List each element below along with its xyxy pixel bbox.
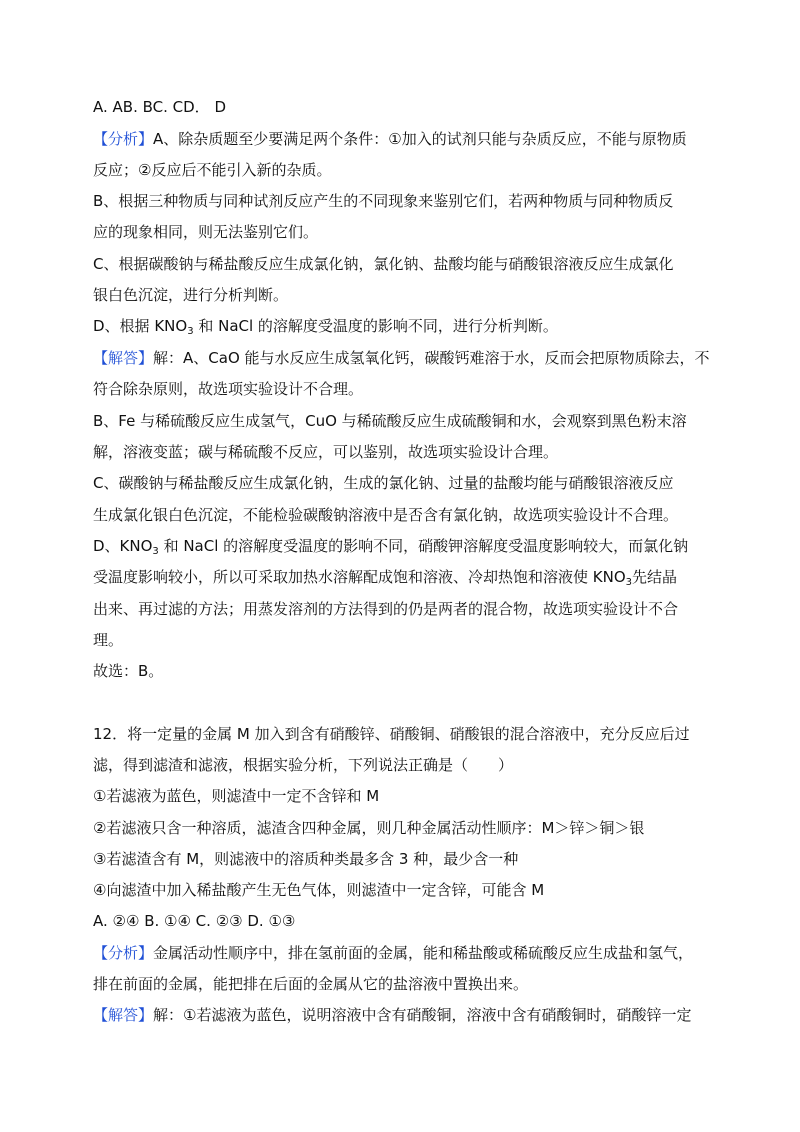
q12-analysis-line-2: 排在前面的金属，能把排在后面的金属从它的盐溶液中置换出来。 [93,975,529,993]
answer-tag: 【解答】 [93,349,154,367]
q11-answer-line-4: 解，溶液变蓝；碳与稀硫酸不反应，可以鉴别，故选项实验设计合理。 [93,443,559,461]
q12-stem-line-1: 12．将一定量的金属 M 加入到含有硝酸锌、硝酸铜、硝酸银的混合溶液中，充分反应后过 [93,725,690,743]
q11-final-choice: 故选：B。 [93,662,164,680]
analysis-tag: 【分析】 [93,130,154,148]
q11-answer-line-1: 【解答】解：A、CaO 能与水反应生成氢氧化钙，碳酸钙难溶于水，反而会把原物质除去，不 [93,349,710,367]
q11-analysis-line-6: 银白色沉淀，进行分析判断。 [93,286,289,304]
q11-answer-line-5: C、碳酸钠与稀盐酸反应生成氯化钠，生成的氯化钠、过量的盐酸均能与硝酸银溶液反应 [93,474,674,492]
analysis-tag: 【分析】 [93,944,154,962]
q11-options: A. AB. BC. CD． D [93,98,227,116]
q11-analysis-line-3: B、根据三种物质与同种试剂反应产生的不同现象来鉴别它们，若两种物质与同种物质反 [93,192,674,210]
q12-options: A. ②④ B. ①④ C. ②③ D. ①③ [93,912,296,930]
q11-answer-line-7: D、$KNO_3$ 和 NaCl 的溶解度受温度的影响不同，硝酸钾溶解度受温度影响较大，而氯化钠 [93,537,689,556]
q11-analysis-line-5: C、根据碳酸钠与稀盐酸反应生成氯化钠，氯化钠、盐酸均能与硝酸银溶液反应生成氯化 [93,255,674,273]
q12-statement-4: ④向滤渣中加入稀盐酸产生无色气体，则滤渣中一定含锌，可能含 M [93,881,545,899]
q12-statement-1: ①若滤液为蓝色，则滤渣中一定不含锌和 M [93,787,380,805]
q11-analysis-line-1: 【分析】A、除杂质题至少要满足两个条件：①加入的试剂只能与杂质反应，不能与原物质 [93,130,687,148]
answer-tag: 【解答】 [93,1006,154,1024]
q11-analysis-line-2: 反应；②反应后不能引入新的杂质。 [93,161,332,179]
q11-analysis-line-7: D、根据 $KNO_3$ 和 NaCl 的溶解度受温度的影响不同，进行分析判断。 [93,317,558,336]
q12-statement-2: ②若滤液只含一种溶质，滤渣含四种金属，则几种金属活动性顺序：M＞锌＞铜＞银 [93,819,645,837]
q12-answer-line-1: 【解答】解：①若滤液为蓝色，说明溶液中含有硝酸铜，溶液中含有硝酸铜时，硝酸锌一定 [93,1006,692,1024]
q11-analysis-line-4: 应的现象相同，则无法鉴别它们。 [93,223,319,241]
q12-analysis-line-1: 【分析】金属活动性顺序中，排在氢前面的金属，能和稀盐酸或稀硫酸反应生成盐和氢气， [93,944,694,962]
q11-answer-line-6: 生成氯化银白色沉淀，不能检验碳酸钠溶液中是否含有氯化钠，故选项实验设计不合理。 [93,506,679,524]
q12-statement-3: ③若滤渣含有 M，则滤液中的溶质种类最多含 3 种，最少含一种 [93,850,519,868]
q11-answer-line-9: 出来、再过滤的方法；用蒸发溶剂的方法得到的仍是两者的混合物，故选项实验设计不合 [93,600,679,618]
q11-answer-line-2: 符合除杂原则，故选项实验设计不合理。 [93,380,364,398]
q11-answer-line-8: 受温度影响较小，所以可采取加热水溶解配成饱和溶液、冷却热饱和溶液使 $KNO_3$先结晶 [93,568,678,587]
q12-stem-line-2: 滤，得到滤渣和滤液，根据实验分析，下列说法正确是（ ） [93,756,514,774]
q11-answer-line-3: B、Fe 与稀硫酸反应生成氢气，CuO 与稀硫酸反应生成硫酸铜和水，会观察到黑色粉末溶 [93,412,687,430]
q11-answer-line-10: 理。 [93,631,124,649]
